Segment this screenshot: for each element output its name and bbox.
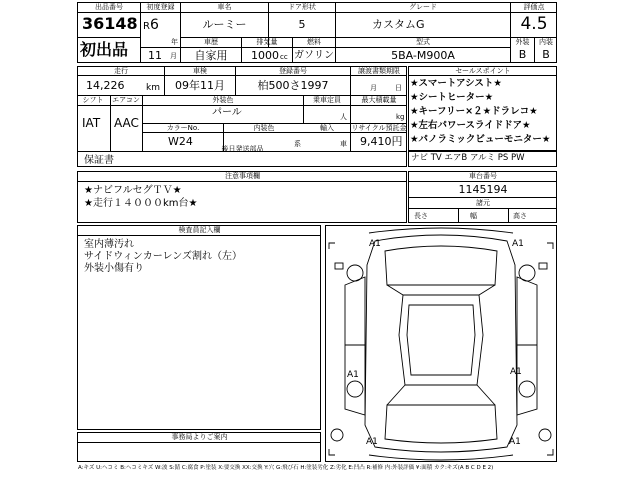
capacity-unit: 人 (340, 113, 347, 121)
doc-deadline-label: 譲渡書類期限 (358, 67, 400, 75)
displacement-label: 排気量 (256, 38, 278, 46)
year-unit: 年 (171, 38, 178, 46)
usage: 自家用 (194, 49, 228, 62)
lot-number: 36148 (82, 14, 138, 33)
office-label: 事務局よりご案内 (171, 433, 228, 441)
interior-grade-label: 内装 (539, 38, 553, 46)
month-unit: 月 (170, 52, 177, 60)
notes-line-1: ★ナビフルセグＴＶ★ (84, 185, 182, 196)
shift-type: IAT (82, 116, 101, 130)
later-parts-item: 保証書 (84, 155, 114, 166)
options: ナビ TV エアB アルミ PS PW (411, 153, 525, 163)
fuel: ガソリン (294, 50, 334, 61)
color-no-label: カラーNo. (166, 124, 200, 132)
later-parts-heading: 後日発送部品 (221, 145, 264, 153)
era-letter: R (143, 21, 150, 32)
import-value: 車 (340, 140, 347, 148)
first-listing-badge: 初出品 (80, 40, 129, 59)
door-type-label: ドア形状 (288, 3, 316, 11)
sales-points-label: セールスポイント (455, 67, 511, 75)
grade-label: グレード (409, 3, 437, 11)
grade: カスタムG (372, 18, 425, 31)
reg-month: 11 (148, 49, 162, 62)
fuel-label: 燃料 (307, 38, 321, 46)
inspector-line-1: 室内薄汚れ (84, 239, 134, 250)
interior-color-label: 内装色 (253, 124, 275, 132)
first-registration-label: 初度登録 (146, 3, 175, 11)
load-unit: kg (396, 113, 405, 121)
plate-number: 柏500さ1997 (257, 79, 329, 92)
damage-mark-right-side: A1 (510, 367, 522, 377)
door-count: 5 (298, 18, 306, 31)
frame-number-label: 車台番号 (469, 172, 497, 180)
sales-point-item: ★左右パワースライドドア★ (410, 120, 531, 131)
frame-number: 1145194 (458, 183, 508, 196)
damage-mark-rear-right: A1 (509, 437, 521, 447)
era-year: 6 (150, 17, 159, 33)
mileage-unit: km (146, 83, 160, 93)
aircon-label: エアコン (112, 96, 140, 104)
dims-label: 諸元 (476, 199, 490, 207)
displacement: 1000 (251, 49, 279, 62)
model-label: 型式 (416, 38, 430, 46)
sales-point-item: ★スマートアシスト★ (410, 78, 502, 89)
exterior-grade-label: 外装 (515, 38, 530, 46)
color-number: W24 (168, 135, 193, 148)
damage-mark-front-right: A1 (512, 239, 524, 249)
model-code: 5BA-M900A (391, 49, 455, 62)
inspection-label: 車検 (193, 67, 207, 75)
inspector-label: 検査員記入欄 (178, 226, 221, 234)
score: 4.5 (520, 14, 548, 34)
import-label: 輸入 (320, 124, 334, 132)
sales-point-item: ★キーフリー×２★ドラレコ★ (410, 106, 538, 117)
recycle-label: リサイクル預託金 (351, 124, 407, 132)
mileage: 14,226 (86, 79, 125, 92)
width-label: 幅 (470, 212, 477, 220)
mileage-label: 走行 (114, 67, 128, 75)
usage-label: 車歴 (204, 38, 218, 46)
score-label: 評価点 (523, 3, 545, 11)
displacement-unit: cc (280, 53, 288, 61)
inspector-line-2: サイドウィンカーレンズ割れ（左） (84, 251, 242, 262)
aircon-type: AAC (114, 116, 139, 130)
exterior-color-label: 外装色 (212, 96, 234, 104)
exterior-color: パール (212, 107, 242, 118)
car-diagram (325, 225, 557, 462)
damage-mark-left-side: A1 (347, 370, 359, 380)
sales-points-list (410, 77, 556, 147)
max-load-label: 最大積載量 (361, 96, 397, 104)
damage-mark-front-left: A1 (369, 239, 381, 249)
notes-line-2: ★走行１４０００km台★ (84, 198, 198, 209)
interior-grade: B (542, 48, 550, 61)
sales-point-item: ★シートヒーター★ (410, 92, 494, 103)
damage-legend: A:キズ U:ヘコミ B:ヘコミキズ W:波 S:錆 C:腐食 P:塗装 X:要交換 XX:交換 Y:穴 G:飛び石 H:塗装劣化 Z:劣化 E:凹凸 R:補修 内:外装評価 ¥:面積 カク:キズ(A B C D E 2) (78, 465, 494, 471)
capacity-label: 乗車定員 (313, 96, 341, 104)
notes-label: 注意事項欄 (225, 172, 260, 180)
shift-label: シフト (82, 96, 104, 104)
length-label: 長さ (414, 212, 428, 220)
sales-point-item: ★パノラミックビューモニター★ (410, 134, 551, 145)
interior-color-unit: 系 (294, 140, 301, 148)
inspection-expiry: 09年11月 (175, 79, 225, 92)
car-name: ルーミー (202, 18, 247, 31)
damage-mark-rear-left: A1 (366, 437, 378, 447)
plate-label: 登録番号 (279, 67, 307, 75)
lot-number-label: 出品番号 (95, 3, 123, 11)
deadline-month-unit: 月 (370, 84, 377, 92)
inspector-line-3: 外装小傷有り (84, 263, 144, 274)
recycle-deposit: 9,410円 (360, 135, 403, 148)
height-label: 高さ (513, 212, 527, 220)
deadline-day-unit: 日 (395, 84, 402, 92)
car-name-label: 車名 (217, 3, 232, 11)
exterior-grade: B (518, 48, 527, 61)
